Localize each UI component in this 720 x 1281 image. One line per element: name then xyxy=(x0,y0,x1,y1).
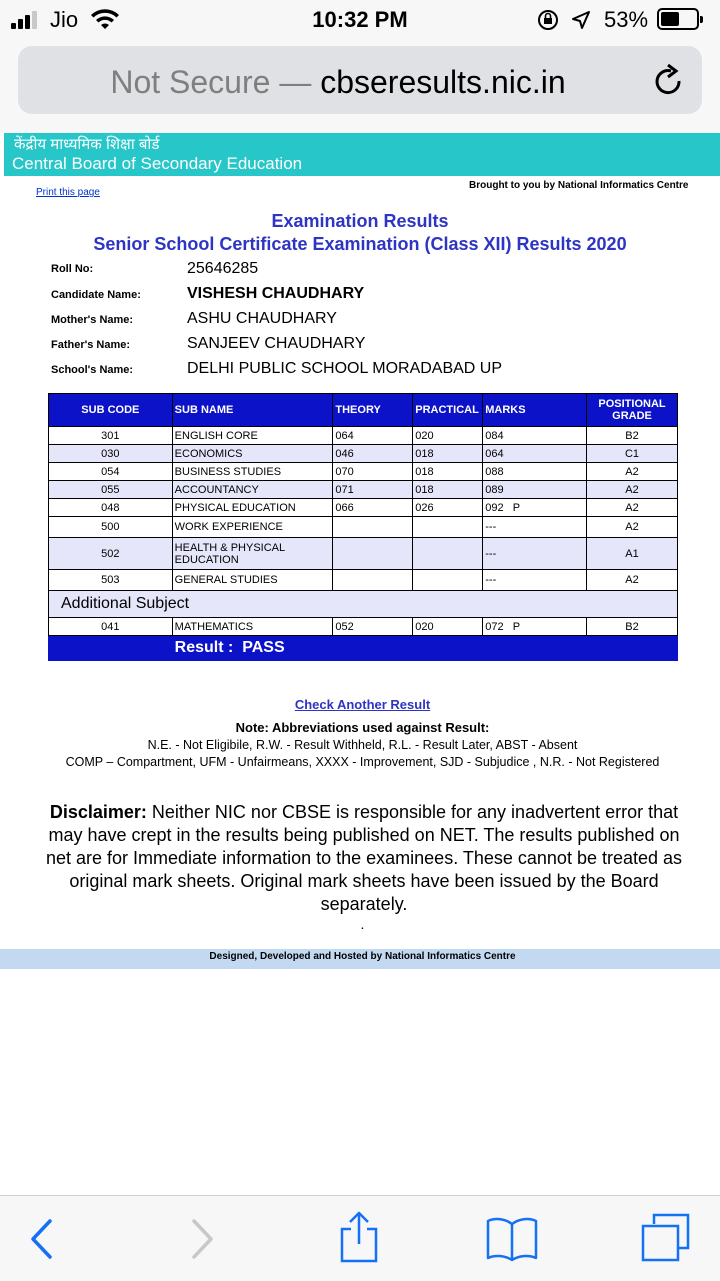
sub-name-cell: HEALTH & PHYSICAL EDUCATION xyxy=(172,538,333,570)
col-header-marks: MARKS xyxy=(483,394,587,427)
father-name: SANJEEV CHAUDHARY xyxy=(187,335,366,352)
url-text[interactable] xyxy=(18,64,658,101)
sub-name-cell: ECONOMICS xyxy=(172,445,333,463)
school-name: DELHI PUBLIC SCHOOL MORADABAD UP xyxy=(187,360,503,377)
marks-cell: 092 P xyxy=(483,499,587,517)
status-bar xyxy=(0,0,720,40)
roll-number: 25646285 xyxy=(187,260,259,277)
grade-cell: A2 xyxy=(587,517,678,538)
header-divider xyxy=(0,133,4,176)
mother-name-label: Mother's Name: xyxy=(51,314,134,326)
check-another-result-link[interactable]: Check Another Result xyxy=(294,697,431,712)
battery-percent: 53% xyxy=(604,7,649,32)
col-header-grade: POSITIONAL GRADE xyxy=(587,394,678,427)
result-spacer xyxy=(49,636,173,661)
grade-cell: A1 xyxy=(587,538,678,570)
grade-cell: B2 xyxy=(587,427,678,445)
sub-code-cell: 500 xyxy=(49,517,173,538)
site-header xyxy=(0,133,720,176)
sub-code-cell: 041 xyxy=(49,618,173,636)
additional-subject-row xyxy=(49,591,678,618)
col-header-theory: THEORY xyxy=(333,394,413,427)
col-header-sub-code: SUB CODE xyxy=(49,394,173,427)
sub-code-cell: 301 xyxy=(49,427,173,445)
theory-cell: 071 xyxy=(333,481,413,499)
result-label: Result : xyxy=(174,639,234,656)
table-row xyxy=(49,481,678,499)
sub-code-cell: 048 xyxy=(49,499,173,517)
theory-cell xyxy=(333,538,413,570)
grade-cell: A2 xyxy=(587,570,678,591)
table-row xyxy=(49,570,678,591)
table-row xyxy=(49,499,678,517)
result-cell xyxy=(172,636,677,661)
brought-by-text: Brought to you by National Informatics Centre xyxy=(469,180,689,191)
sub-name-cell: BUSINESS STUDIES xyxy=(172,463,333,481)
sub-name-cell: ACCOUNTANCY xyxy=(172,481,333,499)
marks-table xyxy=(48,393,678,661)
result-value: PASS xyxy=(242,639,285,656)
sub-code-cell: 055 xyxy=(49,481,173,499)
marks-cell: --- xyxy=(483,538,587,570)
practical-cell: 018 xyxy=(413,445,483,463)
marks-cell: 084 xyxy=(483,427,587,445)
clock: 10:32 PM xyxy=(312,7,408,32)
theory-cell: 046 xyxy=(333,445,413,463)
tabs-icon[interactable] xyxy=(640,1212,692,1262)
practical-cell xyxy=(413,538,483,570)
exam-subtitle: Senior School Certificate Examination (Class XII) Results 2020 xyxy=(93,234,627,254)
grade-cell: A2 xyxy=(587,463,678,481)
forward-icon[interactable] xyxy=(190,1218,216,1260)
practical-cell xyxy=(413,570,483,591)
bookmarks-icon[interactable] xyxy=(484,1214,540,1262)
security-label: Not Secure — xyxy=(110,64,312,100)
grade-cell: C1 xyxy=(587,445,678,463)
print-page-link[interactable]: Print this page xyxy=(36,187,100,198)
marks-cell: --- xyxy=(483,517,587,538)
reload-icon[interactable] xyxy=(652,64,686,100)
marks-cell: 088 xyxy=(483,463,587,481)
practical-cell: 020 xyxy=(413,618,483,636)
sub-code-cell: 502 xyxy=(49,538,173,570)
practical-cell: 026 xyxy=(413,499,483,517)
theory-cell: 064 xyxy=(333,427,413,445)
practical-cell: 018 xyxy=(413,463,483,481)
col-header-sub-name: SUB NAME xyxy=(172,394,333,427)
sub-code-cell: 030 xyxy=(49,445,173,463)
marks-cell: 089 xyxy=(483,481,587,499)
result-row xyxy=(49,636,678,661)
note-title: Note: Abbreviations used against Result: xyxy=(235,720,490,735)
marks-cell: 072 P xyxy=(483,618,587,636)
marks-cell: --- xyxy=(483,570,587,591)
grade-cell: A2 xyxy=(587,481,678,499)
practical-cell: 018 xyxy=(413,481,483,499)
sub-name-cell: WORK EXPERIENCE xyxy=(172,517,333,538)
disclaimer-text: Neither NIC nor CBSE is responsible for any inadvertent error that may have crept in the results being published on NET. The results published on net are for Immediate information to the examinees. These cannot be treated as original mark sheets. Original mark sheets have been issued by the Board separately. xyxy=(45,802,683,914)
additional-subject-label: Additional Subject xyxy=(49,591,678,618)
grade-cell: A2 xyxy=(587,499,678,517)
grade-cell: B2 xyxy=(587,618,678,636)
father-name-label: Father's Name: xyxy=(51,339,131,351)
battery-icon xyxy=(657,8,699,30)
disclaimer-label: Disclaimer: xyxy=(49,802,147,822)
note-line-1: N.E. - Not Eligibile, R.W. - Result Withheld, R.L. - Result Later, ABST - Absent xyxy=(147,738,578,752)
theory-cell: 066 xyxy=(333,499,413,517)
hindi-board-name: केंद्रीय माध्यमिक शिक्षा बोर्ड xyxy=(14,136,160,153)
school-name-label: School's Name: xyxy=(51,364,134,376)
theory-cell: 070 xyxy=(333,463,413,481)
candidate-name: VISHESH CHAUDHARY xyxy=(187,285,365,302)
sub-name-cell: GENERAL STUDIES xyxy=(172,570,333,591)
page-title: Examination Results xyxy=(271,211,449,231)
table-row xyxy=(49,618,678,636)
sub-code-cell: 054 xyxy=(49,463,173,481)
sub-name-cell: ENGLISH CORE xyxy=(172,427,333,445)
practical-cell: 020 xyxy=(413,427,483,445)
sub-code-cell: 503 xyxy=(49,570,173,591)
mother-name: ASHU CHAUDHARY xyxy=(187,310,337,327)
table-row xyxy=(49,445,678,463)
practical-cell xyxy=(413,517,483,538)
disclaimer xyxy=(44,801,684,916)
disclaimer-dot: . xyxy=(360,916,365,932)
location-icon xyxy=(571,10,591,30)
footer-text: Designed, Developed and Hosted by National Informatics Centre xyxy=(209,951,516,962)
theory-cell xyxy=(333,517,413,538)
url-domain: cbseresults.nic.in xyxy=(320,64,566,100)
orientation-lock-icon xyxy=(536,9,560,31)
back-icon[interactable] xyxy=(28,1218,54,1260)
share-icon[interactable] xyxy=(336,1210,382,1264)
sub-name-cell: MATHEMATICS xyxy=(172,618,333,636)
col-header-practical: PRACTICAL xyxy=(413,394,483,427)
table-row xyxy=(49,463,678,481)
theory-cell: 052 xyxy=(333,618,413,636)
candidate-name-label: Candidate Name: xyxy=(51,289,141,301)
address-bar[interactable] xyxy=(18,46,702,114)
note-line-2: COMP – Compartment, UFM - Unfairmeans, XXXX - Improvement, SJD - Subjudice , N.R. - Not Registered xyxy=(65,755,660,769)
sub-name-cell: PHYSICAL EDUCATION xyxy=(172,499,333,517)
table-row xyxy=(49,517,678,538)
english-board-name: Central Board of Secondary Education xyxy=(12,154,303,173)
marks-cell: 064 xyxy=(483,445,587,463)
theory-cell xyxy=(333,570,413,591)
table-row xyxy=(49,538,678,570)
table-row xyxy=(49,427,678,445)
table-header-row xyxy=(49,394,678,427)
carrier-name: Jio xyxy=(50,7,79,32)
roll-label: Roll No: xyxy=(51,263,94,275)
